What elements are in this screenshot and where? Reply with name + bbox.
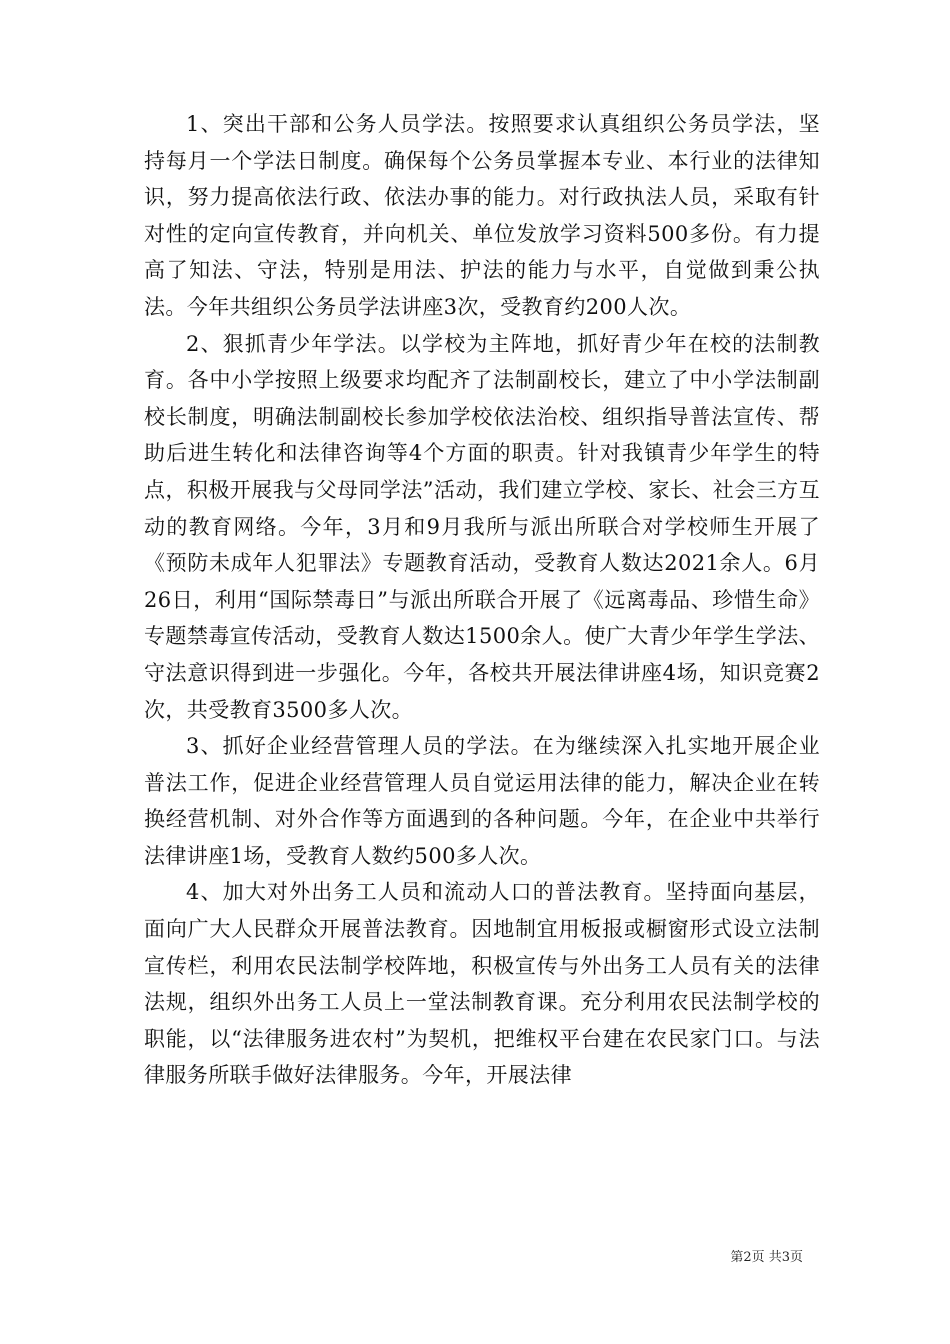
paragraph-4: 4、加大对外出务工人员和流动人口的普法教育。坚持面向基层，面向广大人民群众开展普法教育。因地制宜用板报或橱窗形式设立法制宣传栏，利用农民法制学校阵地，积极宣传与外出务工人员有关的法律法规，组织外出务工人员上一堂法制教育课。充分利用农民法制学校的职能，以“法律服务进农村”为契机，把维权平台建在农民家门口。与法律服务所联手做好法律服务。今年，开展法律 bbox=[144, 880, 820, 1088]
paragraph-3: 3、抓好企业经营管理人员的学法。在为继续深入扎实地开展企业普法工作，促进企业经营管理人员自觉运用法律的能力，解决企业在转换经营机制、对外合作等方面遇到的各种问题。今年，在企业中共举行法律讲座1场，受教育人数约500多人次。 bbox=[144, 734, 820, 868]
document-body bbox=[144, 106, 820, 1094]
paragraph-1: 1、突出干部和公务人员学法。按照要求认真组织公务员学法，坚持每月一个学法日制度。确保每个公务员掌握本专业、本行业的法律知识，努力提高依法行政、依法办事的能力。对行政执法人员，采取有针对性的定向宣传教育，并向机关、单位发放学习资料500多份。有力提高了知法、守法，特别是用法、护法的能力与水平，自觉做到秉公执法。今年共组织公务员学法讲座3次，受教育约200人次。 bbox=[144, 112, 820, 319]
paragraph-2: 2、狠抓青少年学法。以学校为主阵地，抓好青少年在校的法制教育。各中小学按照上级要求均配齐了法制副校长，建立了中小学法制副校长制度，明确法制副校长参加学校依法治校、组织指导普法宣传、帮助后进生转化和法律咨询等4个方面的职责。针对我镇青少年学生的特点，积极开展我与父母同学法”活动，我们建立学校、家长、社会三方互动的教育网络。今年，3月和9月我所与派出所联合对学校师生开展了《预防未成年人犯罪法》专题教育活动，受教育人数达2021余人。6月26日，利用“国际禁毒日”与派出所联合开展了《远离毒品、珍惜生命》专题禁毒宣传活动，受教育人数达1500余人。使广大青少年学生学法、守法意识得到进一步强化。今年，各校共开展法律讲座4场，知识竞赛2次，共受教育3500多人次。 bbox=[144, 331, 820, 722]
page-number-footer: 第2页 共3页 bbox=[730, 1250, 803, 1265]
